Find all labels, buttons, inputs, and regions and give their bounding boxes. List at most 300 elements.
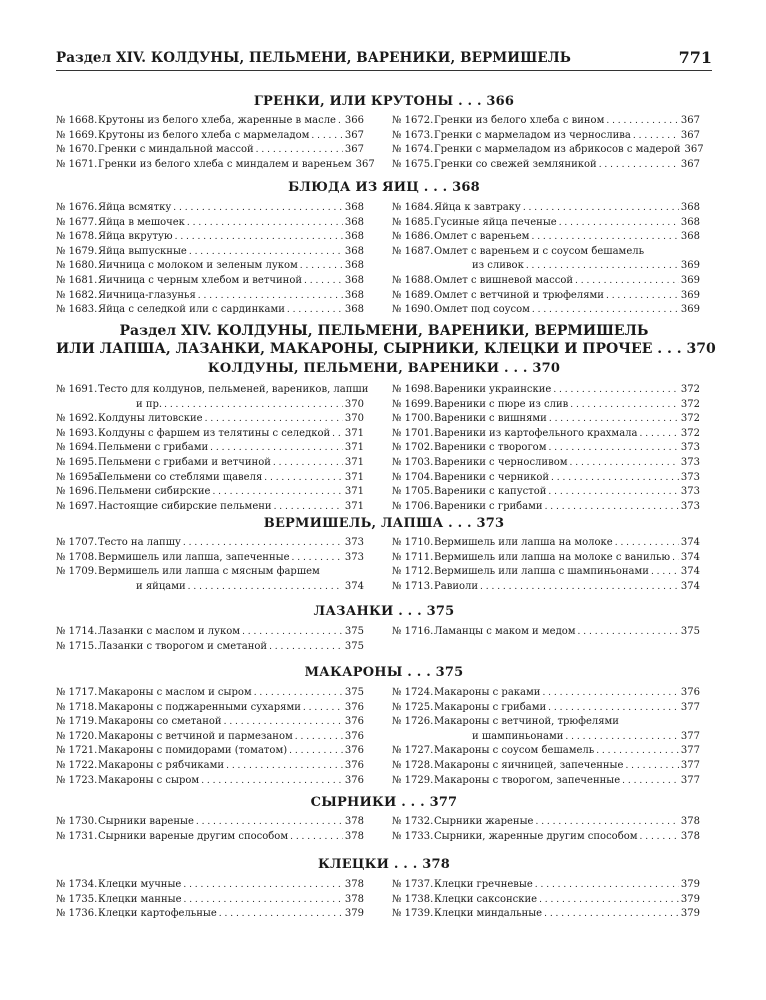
- dot-leader: [188, 580, 343, 595]
- recipe-number: № 1725.: [392, 701, 434, 713]
- page-ref: 375: [344, 640, 364, 652]
- recipe-title: Сырники, жаренные другим способом: [434, 830, 638, 842]
- section-heading-lazanki: ЛАЗАНКИ . . . 375: [313, 604, 455, 619]
- recipe-title: Гренки со свежей земляникой: [434, 158, 597, 170]
- dot-leader: [578, 625, 679, 640]
- toc-entry: [56, 744, 364, 759]
- recipe-number: № 1688.: [392, 274, 434, 286]
- recipe-title: Яйца в мешочек: [98, 216, 185, 228]
- page-ref: 377: [680, 730, 700, 742]
- recipe-title: Гренки с мармеладом из абрикосов с мадерой: [434, 144, 681, 156]
- recipe-number: № 1737.: [392, 879, 434, 890]
- section-heading-makarony: МАКАРОНЫ . . . 375: [304, 665, 464, 680]
- toc-entry: [56, 383, 369, 412]
- dot-leader: [553, 383, 679, 398]
- toc-page: [56, 0, 716, 1000]
- page-ref: 368: [344, 274, 364, 286]
- recipe-title: Вермишель или лапша с мясным фаршем: [98, 566, 320, 578]
- dot-leader: [264, 471, 343, 486]
- recipe-title: Вареники с вишнями: [434, 413, 547, 425]
- recipe-number: № 1674.: [392, 144, 434, 156]
- recipe-number: № 1697.: [56, 500, 98, 512]
- recipe-number: № 1738.: [392, 893, 434, 905]
- page-ref: 371: [344, 486, 364, 498]
- recipe-number: № 1698.: [392, 384, 434, 395]
- toc-entry: [56, 536, 364, 551]
- recipe-number: № 1717.: [56, 687, 98, 698]
- recipe-number: № 1708.: [56, 551, 98, 563]
- recipe-title: Крутоны из белого хлеба с мармеладом: [98, 129, 310, 141]
- toc-entry: [56, 129, 364, 144]
- dot-leader: [570, 398, 679, 413]
- toc-entry: [392, 485, 700, 500]
- page-ref: 374: [680, 566, 700, 578]
- page-ref: 367: [684, 144, 704, 156]
- dot-leader: [672, 551, 679, 566]
- page-ref: 375: [344, 626, 364, 637]
- dot-leader: [205, 412, 343, 427]
- recipe-number: № 1714.: [56, 626, 98, 637]
- toc-entry: [56, 289, 364, 304]
- dot-leader: [526, 259, 679, 274]
- recipe-title: Вареники из картофельного крахмала: [434, 427, 638, 439]
- page-ref: 367: [344, 129, 364, 141]
- recipe-number: № 1694.: [56, 442, 98, 454]
- dot-leader: [535, 878, 679, 893]
- recipe-title: Пельмени со стеблями щавеля: [98, 471, 263, 483]
- page-ref: 368: [344, 231, 364, 243]
- recipe-title: Вареники украинские: [434, 384, 552, 395]
- dot-leader: [570, 456, 679, 471]
- recipe-number: № 1733.: [392, 830, 434, 842]
- recipe-title: Гренки из белого хлеба с миндалем и вареньем: [98, 158, 352, 170]
- page-ref: 369: [680, 289, 700, 301]
- recipe-number: № 1721.: [56, 745, 98, 757]
- toc-entry: [392, 830, 700, 845]
- recipe-number: № 1696.: [56, 486, 98, 498]
- entries-left: [56, 201, 364, 318]
- recipe-title: Макароны с помидорами (томатом): [98, 745, 288, 757]
- recipe-title: Макароны с рябчиками: [98, 759, 225, 771]
- recipe-number: № 1703.: [392, 456, 434, 468]
- recipe-title: Вермишель или лапша на молоке с ванилью: [434, 551, 671, 563]
- recipe-number: № 1719.: [56, 716, 98, 728]
- page-ref: 371: [344, 471, 364, 483]
- recipe-number: № 1699.: [392, 398, 434, 410]
- toc-entry: [392, 245, 700, 274]
- toc-entry: [56, 907, 364, 922]
- toc-entry: [56, 878, 364, 893]
- recipe-number: № 1702.: [392, 442, 434, 454]
- recipe-number: № 1676.: [56, 202, 98, 213]
- dot-leader: [311, 129, 343, 144]
- recipe-title: Макароны с грибами: [434, 701, 547, 713]
- toc-entry: [392, 878, 700, 893]
- dot-leader: [295, 730, 343, 745]
- dot-leader: [545, 500, 679, 515]
- page-ref: 374: [680, 551, 700, 563]
- toc-entry: [392, 565, 700, 580]
- page-ref: 373: [680, 456, 700, 468]
- entries-right: [392, 878, 700, 922]
- toc-entry: [56, 303, 364, 318]
- page-ref: 376: [344, 716, 364, 728]
- recipe-title: Яйца выпускные: [98, 245, 187, 257]
- dot-leader: [535, 815, 678, 830]
- header-rule: [56, 70, 712, 71]
- page-ref: 373: [680, 500, 700, 512]
- dot-leader: [640, 830, 679, 845]
- recipe-title-continued: и шампиньонами: [472, 730, 564, 742]
- dot-leader: [269, 640, 343, 655]
- page-ref: 368: [344, 216, 364, 228]
- recipe-title: Пельмени сибирские: [98, 486, 211, 498]
- dot-leader: [183, 878, 343, 893]
- dot-leader: [565, 730, 678, 745]
- dot-leader: [226, 759, 343, 774]
- recipe-title: Вареники с творогом: [434, 442, 547, 454]
- dot-leader: [625, 759, 678, 774]
- recipe-number: № 1712.: [392, 566, 434, 578]
- toc-entry: [392, 536, 700, 551]
- part-heading-line1: Раздел XIV. КОЛДУНЫ, ПЕЛЬМЕНИ, ВАРЕНИКИ, ВЕРМИШЕЛЬ: [119, 323, 649, 339]
- dot-leader: [175, 230, 343, 245]
- toc-entry: [56, 686, 364, 701]
- entries-left: [56, 686, 364, 788]
- toc-entry: [56, 441, 364, 456]
- page-ref: 371: [344, 500, 364, 512]
- dot-leader: [254, 686, 343, 701]
- entries-right: [392, 536, 700, 594]
- page-ref: 379: [680, 908, 700, 920]
- page-ref: 377: [680, 745, 700, 757]
- recipe-title-continued: и яйцами: [136, 580, 186, 592]
- recipe-title: Гренки с миндальной массой: [98, 144, 254, 156]
- page-ref: 368: [344, 202, 364, 213]
- entries-left: [56, 383, 369, 514]
- entries-left: [56, 114, 375, 172]
- toc-entry: [392, 774, 700, 789]
- recipe-number: № 1707.: [56, 537, 98, 548]
- toc-entry: [56, 158, 375, 173]
- recipe-title: Сырники жареные: [434, 816, 534, 827]
- toc-entry: [392, 398, 700, 413]
- dot-leader: [651, 565, 679, 580]
- toc-entry: [56, 701, 364, 716]
- dot-leader: [212, 485, 342, 500]
- toc-entry: [56, 412, 364, 427]
- recipe-number: № 1734.: [56, 879, 98, 890]
- recipe-number: № 1687.: [392, 245, 434, 257]
- recipe-number: № 1723.: [56, 774, 98, 786]
- recipe-number: № 1731.: [56, 830, 98, 842]
- recipe-title: Вареники с капустой: [434, 486, 547, 498]
- recipe-number: № 1728.: [392, 759, 434, 771]
- page-ref: 367: [680, 115, 700, 126]
- page-ref: 368: [344, 245, 364, 257]
- recipe-number: № 1730.: [56, 816, 98, 827]
- page-ref: 370: [344, 413, 364, 425]
- toc-entry: [56, 715, 364, 730]
- toc-entry: [56, 893, 364, 908]
- recipe-title: Клецки саксонские: [434, 893, 538, 905]
- recipe-title: Ламанцы с маком и медом: [434, 626, 576, 637]
- toc-entry: [56, 640, 364, 655]
- page-ref: 368: [680, 216, 700, 228]
- page-ref: 379: [344, 908, 364, 920]
- recipe-title: Клецки мучные: [98, 879, 182, 890]
- recipe-number: № 1704.: [392, 471, 434, 483]
- toc-entry: [392, 303, 700, 318]
- toc-entry: [392, 759, 700, 774]
- page-ref: 374: [680, 580, 700, 592]
- section-heading-yaytsa: БЛЮДА ИЗ ЯИЦ . . . 368: [288, 180, 480, 195]
- dot-leader: [164, 398, 343, 413]
- page-ref: 376: [344, 759, 364, 771]
- dot-leader: [575, 274, 679, 289]
- dot-leader: [548, 701, 679, 716]
- recipe-title: Сырники вареные: [98, 816, 194, 827]
- dot-leader: [256, 143, 343, 158]
- dot-leader: [289, 744, 343, 759]
- page-ref: 376: [344, 701, 364, 713]
- page-ref: 368: [344, 289, 364, 301]
- page-ref: 366: [344, 115, 364, 126]
- toc-entry: [56, 759, 364, 774]
- dot-leader: [532, 303, 679, 318]
- page-ref: 378: [344, 893, 364, 905]
- recipe-title-continued: и пр.: [136, 398, 163, 410]
- recipe-title: Тесто на лапшу: [98, 537, 181, 548]
- page-ref: 376: [344, 745, 364, 757]
- dot-leader: [606, 114, 679, 129]
- recipe-number: № 1671.: [56, 158, 98, 170]
- toc-entry: [392, 551, 700, 566]
- toc-entry: [392, 907, 700, 922]
- entries-right: [392, 201, 700, 318]
- section-heading-kletski: КЛЕЦКИ . . . 378: [318, 857, 450, 872]
- recipe-number: № 1695а.: [56, 471, 104, 483]
- dot-leader: [224, 715, 343, 730]
- recipe-title: Макароны с соусом бешамель: [434, 745, 595, 757]
- page-ref: 373: [680, 486, 700, 498]
- recipe-title: Гренки с мармеладом из чернослива: [434, 129, 631, 141]
- toc-entry: [392, 114, 700, 129]
- recipe-number: № 1716.: [392, 626, 434, 637]
- page-ref: 370: [344, 398, 364, 410]
- toc-entry: [392, 500, 700, 515]
- page-ref: 367: [344, 144, 364, 156]
- recipe-number: № 1706.: [392, 500, 434, 512]
- recipe-title: Настоящие сибирские пельмени: [98, 500, 272, 512]
- dot-leader: [559, 216, 679, 231]
- dot-leader: [183, 536, 343, 551]
- toc-entry: [56, 830, 364, 845]
- dot-leader: [201, 774, 343, 789]
- toc-entry: [392, 412, 700, 427]
- toc-entry: [56, 230, 364, 245]
- recipe-title: Гусиные яйца печеные: [434, 216, 557, 228]
- page-ref: 376: [344, 730, 364, 742]
- recipe-title: Яичница с черным хлебом и ветчиной: [98, 274, 303, 286]
- recipe-title: Макароны с яичницей, запеченные: [434, 759, 624, 771]
- page-ref: 376: [344, 774, 364, 786]
- recipe-title: Яйца к завтраку: [434, 202, 521, 213]
- recipe-title: Вермишель или лапша с шампиньонами: [434, 566, 649, 578]
- recipe-number: № 1678.: [56, 231, 98, 243]
- dot-leader: [290, 830, 343, 845]
- page-ref: 372: [680, 413, 700, 425]
- recipe-title: Лазанки с маслом и луком: [98, 626, 241, 637]
- page-ref: 373: [344, 537, 364, 548]
- toc-entry: [392, 274, 700, 289]
- toc-entry: [392, 158, 700, 173]
- toc-entry: [392, 230, 700, 245]
- recipe-number: № 1718.: [56, 701, 98, 713]
- page-ref: 376: [680, 687, 700, 698]
- recipe-title: Пельмени с грибами и ветчиной: [98, 456, 271, 468]
- dot-leader: [539, 893, 679, 908]
- dot-leader: [615, 536, 679, 551]
- recipe-title: Вермишель или лапша на молоке: [434, 537, 613, 548]
- dot-leader: [544, 907, 679, 922]
- dot-leader: [480, 580, 679, 595]
- page-ref: 367: [680, 158, 700, 170]
- toc-entry: [392, 383, 700, 398]
- dot-leader: [303, 701, 343, 716]
- dot-leader: [273, 456, 343, 471]
- recipe-number: № 1683.: [56, 304, 98, 316]
- recipe-title: Тесто для колдунов, пельменей, вареников, лапши: [98, 384, 369, 395]
- page-ref: 369: [680, 274, 700, 286]
- page-ref: 371: [344, 442, 364, 454]
- page-ref: 373: [680, 442, 700, 454]
- entries-left: [56, 625, 364, 654]
- recipe-number: № 1668.: [56, 115, 98, 126]
- recipe-title: Вареники с грибами: [434, 500, 543, 512]
- toc-entry: [392, 441, 700, 456]
- dot-leader: [187, 216, 343, 231]
- dot-leader: [198, 289, 343, 304]
- recipe-title: Клецки картофельные: [98, 908, 217, 920]
- toc-entry: [56, 730, 364, 745]
- recipe-number: № 1692.: [56, 413, 98, 425]
- dot-leader: [183, 893, 342, 908]
- page-ref: 373: [344, 551, 364, 563]
- recipe-number: № 1693.: [56, 427, 98, 439]
- page-ref: 377: [680, 759, 700, 771]
- recipe-title-continued: из сливок: [472, 260, 524, 272]
- recipe-title: Яйца вкрутую: [98, 231, 173, 243]
- recipe-title: Омлет с вишневой массой: [434, 274, 574, 286]
- toc-entry: [56, 774, 364, 789]
- recipe-title: Омлет с вареньем и с соусом бешамель: [434, 245, 645, 257]
- entries-right: [392, 625, 700, 640]
- page-ref: 378: [344, 830, 364, 842]
- dot-leader: [292, 551, 343, 566]
- page-ref: 375: [680, 626, 700, 637]
- toc-entry: [392, 701, 700, 716]
- recipe-title: Вареники с черникой: [434, 471, 550, 483]
- dot-leader: [173, 201, 343, 216]
- toc-entry: [392, 143, 704, 158]
- recipe-title: Омлет под соусом: [434, 304, 530, 316]
- toc-entry: [392, 815, 700, 830]
- recipe-title: Макароны с сыром: [98, 774, 200, 786]
- recipe-title: Лазанки с творогом и сметаной: [98, 640, 268, 652]
- dot-leader: [189, 245, 343, 260]
- recipe-number: № 1729.: [392, 774, 434, 786]
- recipe-number: № 1670.: [56, 144, 98, 156]
- recipe-title: Омлет с вареньем: [434, 231, 530, 243]
- toc-entry: [392, 715, 700, 744]
- recipe-title: Яйца с селедкой или с сардинками: [98, 304, 285, 316]
- recipe-number: № 1681.: [56, 274, 98, 286]
- dot-leader: [531, 230, 678, 245]
- toc-entry: [392, 580, 700, 595]
- toc-entry: [56, 259, 364, 274]
- page-ref: 368: [680, 231, 700, 243]
- recipe-title: Клецки гречневые: [434, 879, 533, 890]
- dot-leader: [606, 289, 679, 304]
- page-ref: 372: [680, 398, 700, 410]
- dot-leader: [196, 815, 343, 830]
- dot-leader: [633, 129, 679, 144]
- page-ref: 374: [344, 580, 364, 592]
- recipe-number: № 1701.: [392, 427, 434, 439]
- entries-left: [56, 878, 364, 922]
- section-heading-grenki: ГРЕНКИ, ИЛИ КРУТОНЫ . . . 366: [253, 94, 515, 109]
- toc-entry: [392, 686, 700, 701]
- running-head: [56, 50, 712, 74]
- page-ref: 371: [344, 456, 364, 468]
- entries-right: [392, 815, 700, 844]
- recipe-number: № 1710.: [392, 537, 434, 548]
- recipe-title: Гренки из белого хлеба с вином: [434, 115, 605, 126]
- page-ref: 373: [680, 471, 700, 483]
- toc-entry: [56, 565, 364, 594]
- toc-entry: [392, 625, 700, 640]
- toc-entry: [392, 471, 700, 486]
- section-heading-kolduny: КОЛДУНЫ, ПЕЛЬМЕНИ, ВАРЕНИКИ . . . 370: [207, 361, 561, 376]
- recipe-number: № 1679.: [56, 245, 98, 257]
- page-ref: 374: [680, 537, 700, 548]
- recipe-title: Макароны с ветчиной и пармезаном: [98, 730, 293, 742]
- dot-leader: [596, 744, 679, 759]
- recipe-title: Вареники с черносливом: [434, 456, 568, 468]
- recipe-title: Крутоны из белого хлеба, жаренные в масле: [98, 115, 336, 126]
- recipe-title: Колдуны литовские: [98, 413, 203, 425]
- page-ref: 372: [680, 384, 700, 395]
- recipe-number: № 1690.: [392, 304, 434, 316]
- toc-entry: [392, 216, 700, 231]
- entries-right: [392, 383, 700, 514]
- recipe-title: Клецки миндальные: [434, 908, 543, 920]
- recipe-title: Яичница с молоком и зеленым луком: [98, 260, 298, 272]
- recipe-number: № 1732.: [392, 816, 434, 827]
- page-ref: 378: [680, 816, 700, 827]
- dot-leader: [542, 686, 678, 701]
- recipe-number: № 1711.: [392, 551, 434, 563]
- toc-entry: [56, 500, 364, 515]
- page-ref: 377: [680, 774, 700, 786]
- recipe-title: Омлет с ветчиной и трюфелями: [434, 289, 604, 301]
- toc-entry: [392, 201, 700, 216]
- recipe-number: № 1727.: [392, 745, 434, 757]
- toc-entry: [392, 427, 700, 442]
- toc-entry: [56, 456, 364, 471]
- page-ref: 369: [680, 260, 700, 272]
